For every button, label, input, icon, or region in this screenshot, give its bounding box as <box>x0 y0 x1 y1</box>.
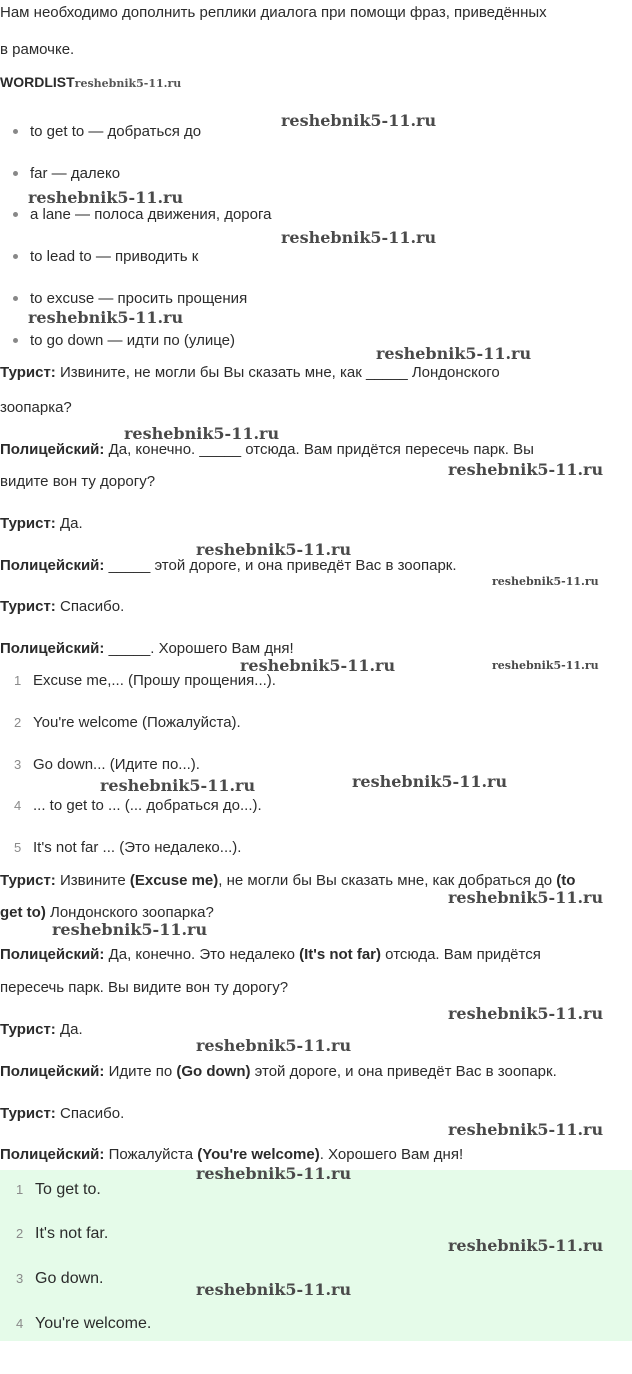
speaker-label: Турист: <box>0 364 56 381</box>
watermark: reshebnik5-11.ru <box>448 1236 604 1255</box>
wordlist-heading <box>0 72 181 94</box>
dialog1-line <box>0 363 500 383</box>
speaker-label: Турист: <box>0 515 56 532</box>
answer-text: Go down. <box>35 1270 104 1287</box>
dialog2-line <box>0 1020 83 1040</box>
list-item <box>13 122 201 142</box>
watermark: reshebnik5-11.ru <box>492 659 599 672</box>
watermark: reshebnik5-11.ru <box>196 1036 352 1055</box>
list-item-text: a lane — полоса движения, дорога <box>30 206 272 223</box>
bullet-icon <box>13 212 18 217</box>
speaker-label: Полицейский: <box>0 640 105 657</box>
speaker-label: Полицейский: <box>0 441 105 458</box>
answer-text: You're welcome. <box>35 1315 152 1332</box>
dialog-text: Спасибо. <box>55 598 125 615</box>
bullet-icon <box>13 254 18 259</box>
watermark: reshebnik5-11.ru <box>281 228 437 247</box>
watermark: reshebnik5-11.ru <box>196 1280 352 1299</box>
list-item-text: Excuse me,... (Прошу прощения...). <box>33 672 276 689</box>
watermark: reshebnik5-11.ru <box>448 1120 604 1139</box>
dialog-text: Извините, не могли бы Вы сказать мне, как _____ Лондонского <box>55 364 500 381</box>
item-number: 4 <box>14 798 22 813</box>
item-number: 5 <box>14 840 22 855</box>
dialog1-line <box>0 514 83 534</box>
list-item <box>14 838 241 858</box>
dialog-text: Спасибо. <box>55 1105 125 1122</box>
list-item <box>13 205 271 225</box>
speaker-label: Турист: <box>0 598 56 615</box>
dialog1-line-cont: видите вон ту дорогу? <box>0 473 156 490</box>
watermark: reshebnik5-11.ru <box>352 772 508 791</box>
list-item-text: You're welcome (Пожалуйста). <box>33 714 241 731</box>
speaker-label: Полицейский: <box>0 1146 105 1163</box>
answer-item <box>16 1314 151 1334</box>
list-item-text: Go down... (Идите по...). <box>33 756 200 773</box>
list-item <box>13 247 198 267</box>
speaker-label: Турист: <box>0 1021 56 1038</box>
dialog-text: Да, конечно. Это недалеко <box>104 946 300 963</box>
watermark: reshebnik5-11.ru <box>196 540 352 559</box>
list-item-text: far — далеко <box>30 165 121 182</box>
dialog1-line <box>0 597 124 617</box>
dialog2-line <box>0 945 541 965</box>
dialog-answer: (Go down) <box>176 1063 251 1080</box>
watermark: reshebnik5-11.ru <box>448 888 604 907</box>
list-item <box>13 331 235 351</box>
intro-line-1: Нам необходимо дополнить реплики диалога при помощи фраз, приведённых <box>0 4 547 21</box>
item-number: 3 <box>16 1271 24 1286</box>
dialog2-line <box>0 1062 557 1082</box>
speaker-label: Турист: <box>0 872 56 889</box>
answer-text: It's not far. <box>35 1225 109 1242</box>
watermark: reshebnik5-11.ru <box>448 1004 604 1023</box>
dialog-text: Да. <box>55 515 83 532</box>
wordlist-watermark: reshebnik5-11.ru <box>74 77 182 90</box>
list-item-text: to lead to — приводить к <box>30 248 199 265</box>
dialog-text: _____. Хорошего Вам дня! <box>104 640 294 657</box>
dialog-text: _____ этой дороге, и она приведёт Вас в зоопарк. <box>104 557 457 574</box>
dialog-answer: (to <box>556 872 576 889</box>
watermark: reshebnik5-11.ru <box>100 776 256 795</box>
item-number: 1 <box>16 1182 24 1197</box>
dialog-text: Да, конечно. _____ отсюда. Вам придётся пересечь парк. Вы <box>104 441 534 458</box>
dialog1-line-cont: зоопарка? <box>0 399 72 416</box>
intro-line-2: в рамочке. <box>0 41 75 58</box>
watermark: reshebnik5-11.ru <box>52 920 208 939</box>
item-number: 2 <box>16 1226 24 1241</box>
list-item <box>14 713 241 733</box>
list-item-text: ... to get to ... (... добраться до...). <box>33 797 262 814</box>
bullet-icon <box>13 129 18 134</box>
dialog-text: этой дороге, и она приведёт Вас в зоопарк. <box>250 1063 557 1080</box>
watermark: reshebnik5-11.ru <box>448 460 604 479</box>
dialog2-line <box>0 1145 463 1165</box>
speaker-label: Полицейский: <box>0 1063 105 1080</box>
list-item-text: to get to — добраться до <box>30 123 202 140</box>
watermark: reshebnik5-11.ru <box>28 188 184 207</box>
dialog-answer: (It's not far) <box>299 946 382 963</box>
answer-item <box>16 1269 103 1289</box>
speaker-label: Полицейский: <box>0 557 105 574</box>
watermark: reshebnik5-11.ru <box>124 424 280 443</box>
watermark: reshebnik5-11.ru <box>492 575 599 588</box>
list-item-text: to go down — идти по (улице) <box>30 332 235 349</box>
bullet-icon <box>13 296 18 301</box>
answer-item <box>16 1180 101 1200</box>
watermark: reshebnik5-11.ru <box>196 1164 352 1183</box>
item-number: 3 <box>14 757 22 772</box>
dialog-text: Да. <box>55 1021 83 1038</box>
speaker-label: Полицейский: <box>0 946 105 963</box>
watermark: reshebnik5-11.ru <box>240 656 396 675</box>
dialog-answer: (You're welcome) <box>197 1146 320 1163</box>
dialog-text: Пожалуйста <box>104 1146 198 1163</box>
bullet-icon <box>13 171 18 176</box>
dialog-answer: get to) <box>0 904 46 921</box>
dialog-text: отсюда. Вам придётся <box>381 946 541 963</box>
dialog2-line-cont: пересечь парк. Вы видите вон ту дорогу? <box>0 979 289 996</box>
item-number: 4 <box>16 1316 24 1331</box>
list-item <box>13 289 247 309</box>
item-number: 2 <box>14 715 22 730</box>
dialog-text: . Хорошего Вам дня! <box>319 1146 464 1163</box>
dialog-text: , не могли бы Вы сказать мне, как добраться до <box>218 872 557 889</box>
dialog-text: Идите по <box>104 1063 177 1080</box>
speaker-label: Турист: <box>0 1105 56 1122</box>
list-item-text: to excuse — просить прощения <box>30 290 248 307</box>
list-item <box>14 755 200 775</box>
item-number: 1 <box>14 673 22 688</box>
dialog-answer: (Excuse me) <box>129 872 219 889</box>
watermark: reshebnik5-11.ru <box>28 308 184 327</box>
bullet-icon <box>13 338 18 343</box>
dialog-text: Извините <box>55 872 130 889</box>
list-item-text: It's not far ... (Это недалеко...). <box>33 839 242 856</box>
dialog2-line <box>0 1104 124 1124</box>
watermark: reshebnik5-11.ru <box>281 111 437 130</box>
answer-item <box>16 1224 108 1244</box>
answer-text: To get to. <box>35 1181 101 1198</box>
watermark: reshebnik5-11.ru <box>376 344 532 363</box>
list-item <box>13 164 120 184</box>
list-item <box>14 671 276 691</box>
wordlist-title: WORDLIST <box>0 74 75 90</box>
dialog-text: Лондонского зоопарка? <box>45 904 214 921</box>
list-item <box>14 796 262 816</box>
